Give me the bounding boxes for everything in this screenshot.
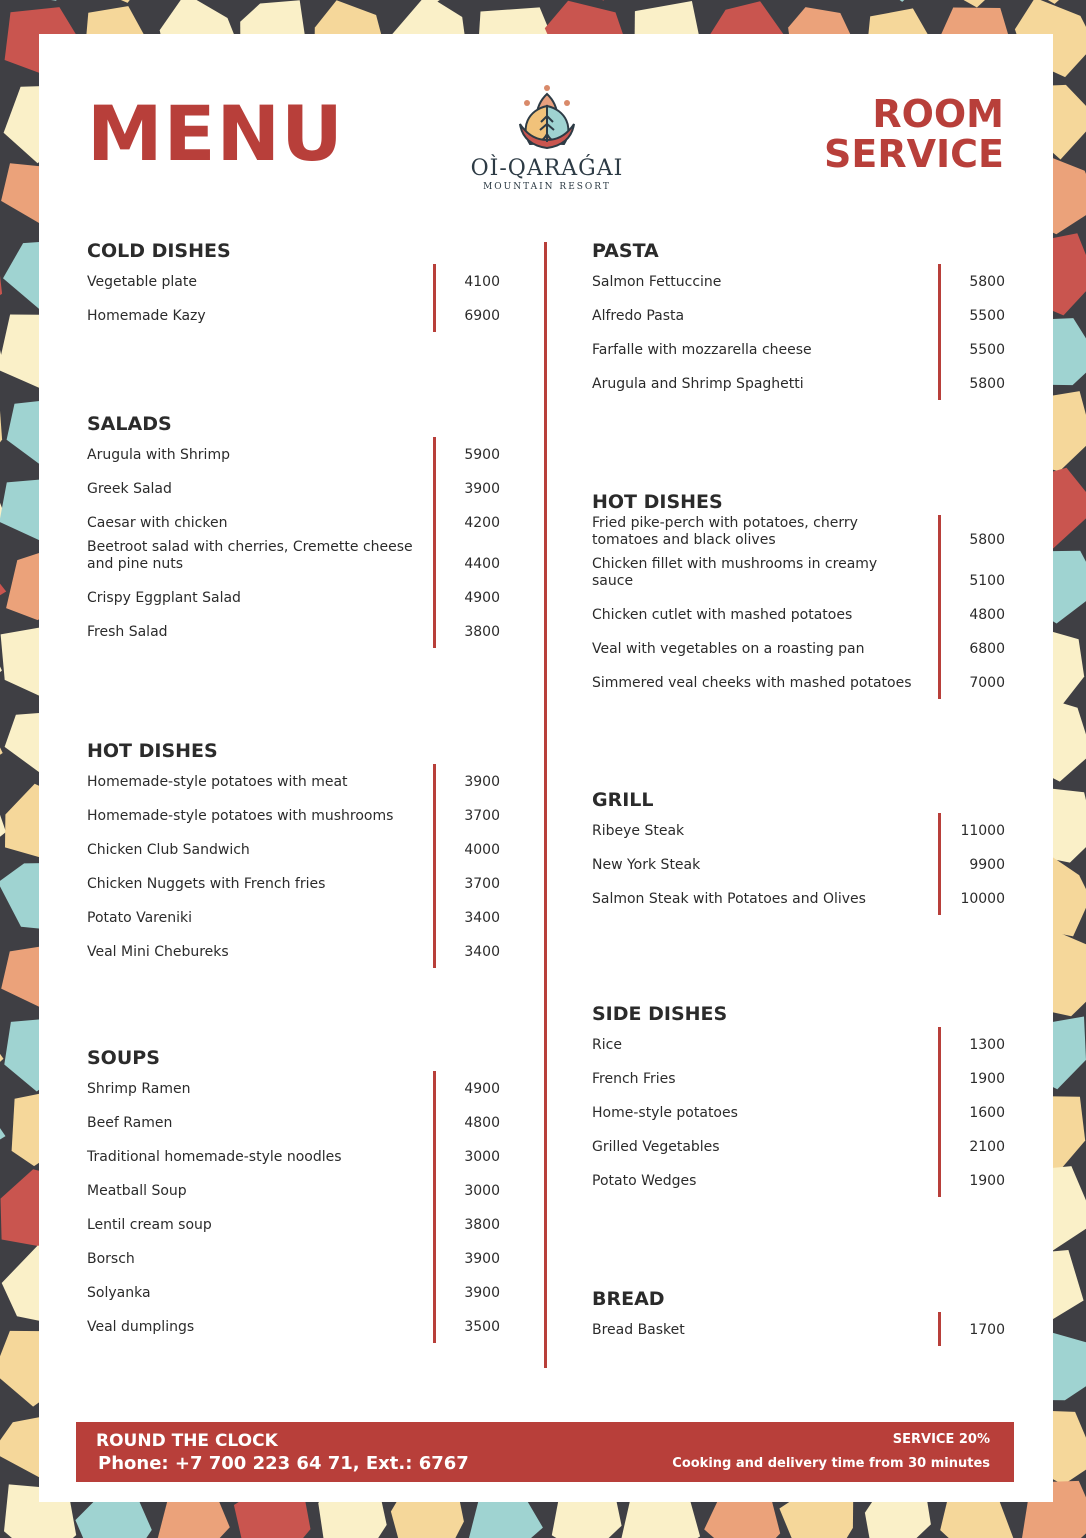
item-price: 5800 [969, 376, 1005, 392]
section-side-dishes [592, 1001, 1005, 1197]
menu-item [592, 1027, 1005, 1061]
menu-item [87, 614, 500, 648]
menu-item [592, 515, 1005, 556]
logo-subtitle: MOUNTAIN RESORT [483, 182, 611, 192]
room-service-line2: SERVICE [824, 132, 1004, 176]
item-name: Beef Ramen [87, 1115, 173, 1131]
item-price: 4900 [464, 1081, 500, 1097]
menu-item [592, 264, 1005, 298]
item-price: 2100 [969, 1139, 1005, 1155]
item-name: Simmered veal cheeks with mashed potatoes [592, 675, 912, 691]
menu-item [87, 298, 500, 332]
item-name: Greek Salad [87, 481, 172, 497]
menu-item [87, 1105, 500, 1139]
item-name: Lentil cream soup [87, 1217, 212, 1233]
item-name: Meatball Soup [87, 1183, 187, 1199]
item-price: 11000 [960, 823, 1005, 839]
item-price: 7000 [969, 675, 1005, 691]
menu-item [87, 1241, 500, 1275]
item-price: 3400 [464, 944, 500, 960]
price-divider [433, 1071, 436, 1343]
item-price: 3700 [464, 876, 500, 892]
item-name: Homemade-style potatoes with mushrooms [87, 808, 394, 824]
item-price: 4900 [464, 590, 500, 606]
menu-item [592, 332, 1005, 366]
menu-item [87, 1309, 500, 1343]
item-name: Veal with vegetables on a roasting pan [592, 641, 865, 657]
menu-item [87, 832, 500, 866]
price-divider [938, 813, 941, 915]
price-divider [938, 1312, 941, 1346]
section-hot-dishes-left [87, 738, 500, 968]
item-price: 5500 [969, 308, 1005, 324]
item-price: 3800 [464, 624, 500, 640]
item-list [592, 813, 1005, 915]
item-name: Ribeye Steak [592, 823, 685, 839]
menu-item [592, 1312, 1005, 1346]
item-name: Fresh Salad [87, 624, 168, 640]
menu-item [592, 597, 1005, 631]
item-list [87, 264, 500, 332]
item-name: Veal Mini Chebureks [87, 944, 229, 960]
menu-item [87, 1173, 500, 1207]
menu-item [592, 847, 1005, 881]
menu-item [592, 1095, 1005, 1129]
section-cold-dishes [87, 238, 500, 332]
item-price: 10000 [960, 891, 1005, 907]
item-price: 3900 [464, 481, 500, 497]
item-name: Salmon Fettuccine [592, 274, 722, 290]
item-name: New York Steak [592, 857, 701, 873]
item-list [592, 515, 1005, 699]
item-list [592, 1312, 1005, 1346]
resort-logo [457, 84, 637, 192]
footer-banner [76, 1422, 1014, 1482]
item-name: Fried pike-perch with potatoes, cherry tomatoes and black olives [592, 515, 858, 548]
item-list [592, 264, 1005, 400]
item-name: Potato Wedges [592, 1173, 697, 1189]
menu-item [87, 1071, 500, 1105]
menu-item [592, 1129, 1005, 1163]
menu-item [87, 471, 500, 505]
menu-item [87, 505, 500, 539]
room-service-line1: ROOM [872, 92, 1004, 136]
item-price: 3700 [464, 808, 500, 824]
item-price: 1900 [969, 1071, 1005, 1087]
item-price: 9900 [969, 857, 1005, 873]
column-divider [544, 242, 547, 1368]
item-name: Homemade-style potatoes with meat [87, 774, 348, 790]
item-price: 3500 [464, 1319, 500, 1335]
menu-item [87, 580, 500, 614]
menu-item [87, 866, 500, 900]
item-name: Farfalle with mozzarella cheese [592, 342, 812, 358]
item-name: Vegetable plate [87, 274, 197, 290]
footer-delivery-time: Cooking and delivery time from 30 minutes [672, 1456, 990, 1471]
menu-item [87, 798, 500, 832]
item-price: 3800 [464, 1217, 500, 1233]
footer-phone: Phone: +7 700 223 64 71, Ext.: 6767 [98, 1453, 469, 1474]
menu-item [592, 813, 1005, 847]
item-price: 1700 [969, 1322, 1005, 1338]
section-title: PASTA [592, 240, 659, 262]
item-price: 4400 [464, 556, 500, 572]
menu-item [592, 298, 1005, 332]
item-price: 3000 [464, 1149, 500, 1165]
item-name: Rice [592, 1037, 622, 1053]
item-price: 1300 [969, 1037, 1005, 1053]
menu-item [87, 1139, 500, 1173]
item-name: Arugula with Shrimp [87, 447, 230, 463]
menu-item [592, 631, 1005, 665]
section-title: COLD DISHES [87, 240, 231, 262]
section-title: SOUPS [87, 1047, 160, 1069]
section-pasta [592, 238, 1005, 400]
item-name: Crispy Eggplant Salad [87, 590, 241, 606]
item-list [87, 437, 500, 648]
price-divider [938, 515, 941, 699]
menu-item [87, 764, 500, 798]
item-name: Solyanka [87, 1285, 151, 1301]
menu-title: MENU [87, 89, 344, 178]
item-price: 3900 [464, 1285, 500, 1301]
item-price: 5900 [464, 447, 500, 463]
item-name: Veal dumplings [87, 1319, 195, 1335]
logo-name: OÌ-QARAǴAI [470, 156, 624, 181]
item-price: 3000 [464, 1183, 500, 1199]
menu-item [87, 934, 500, 968]
menu-item [592, 1061, 1005, 1095]
item-price: 6900 [464, 308, 500, 324]
item-name: Shrimp Ramen [87, 1081, 191, 1097]
menu-sheet [39, 34, 1053, 1502]
item-price: 4800 [464, 1115, 500, 1131]
lotus-tree-icon [516, 84, 578, 154]
menu-item [87, 900, 500, 934]
price-divider [433, 264, 436, 332]
section-title: SIDE DISHES [592, 1003, 728, 1025]
item-name: Arugula and Shrimp Spaghetti [592, 376, 804, 392]
menu-item [87, 539, 500, 580]
section-grill [592, 787, 1005, 915]
section-title: HOT DISHES [592, 491, 723, 513]
footer-service-charge: SERVICE 20% [892, 1432, 990, 1447]
menu-item [87, 437, 500, 471]
item-price: 3900 [464, 1251, 500, 1267]
item-price: 3400 [464, 910, 500, 926]
room-service-heading [824, 94, 1004, 174]
section-salads [87, 411, 500, 648]
section-bread [592, 1286, 1005, 1346]
item-price: 1900 [969, 1173, 1005, 1189]
item-list [87, 764, 500, 968]
item-name: Traditional homemade-style noodles [87, 1149, 342, 1165]
menu-item [592, 881, 1005, 915]
section-soups [87, 1045, 500, 1343]
price-divider [938, 264, 941, 400]
item-name: Chicken Nuggets with French fries [87, 876, 326, 892]
item-name: French Fries [592, 1071, 676, 1087]
item-price: 5100 [969, 573, 1005, 589]
item-price: 5500 [969, 342, 1005, 358]
menu-item [592, 556, 1005, 597]
item-name: Salmon Steak with Potatoes and Olives [592, 891, 866, 907]
item-name: Chicken fillet with mushrooms in creamy sauce [592, 556, 878, 589]
section-title: HOT DISHES [87, 740, 218, 762]
item-price: 1600 [969, 1105, 1005, 1121]
item-price: 6800 [969, 641, 1005, 657]
item-name: Grilled Vegetables [592, 1139, 720, 1155]
menu-item [592, 366, 1005, 400]
item-name: Homemade Kazy [87, 308, 206, 324]
item-price: 4000 [464, 842, 500, 858]
item-price: 3900 [464, 774, 500, 790]
item-price: 4100 [464, 274, 500, 290]
item-name: Potato Vareniki [87, 910, 192, 926]
price-divider [938, 1027, 941, 1197]
item-name: Chicken Club Sandwich [87, 842, 250, 858]
section-title: SALADS [87, 413, 172, 435]
item-list [87, 1071, 500, 1343]
menu-item [87, 1275, 500, 1309]
item-price: 4800 [969, 607, 1005, 623]
item-price: 4200 [464, 515, 500, 531]
item-list [592, 1027, 1005, 1197]
price-divider [433, 764, 436, 968]
item-name: Chicken cutlet with mashed potatoes [592, 607, 853, 623]
section-title: GRILL [592, 789, 654, 811]
item-name: Alfredo Pasta [592, 308, 685, 324]
item-name: Home-style potatoes [592, 1105, 738, 1121]
footer-hours: ROUND THE CLOCK [96, 1431, 278, 1451]
price-divider [433, 437, 436, 648]
menu-item [592, 1163, 1005, 1197]
item-name: Caesar with chicken [87, 515, 228, 531]
item-name: Bread Basket [592, 1322, 685, 1338]
menu-item [87, 264, 500, 298]
section-hot-dishes-right [592, 489, 1005, 699]
item-price: 5800 [969, 274, 1005, 290]
menu-item [592, 665, 1005, 699]
item-name: Beetroot salad with cherries, Cremette cheese and pine nuts [87, 539, 413, 572]
item-price: 5800 [969, 532, 1005, 548]
section-title: BREAD [592, 1288, 665, 1310]
menu-item [87, 1207, 500, 1241]
item-name: Borsch [87, 1251, 135, 1267]
